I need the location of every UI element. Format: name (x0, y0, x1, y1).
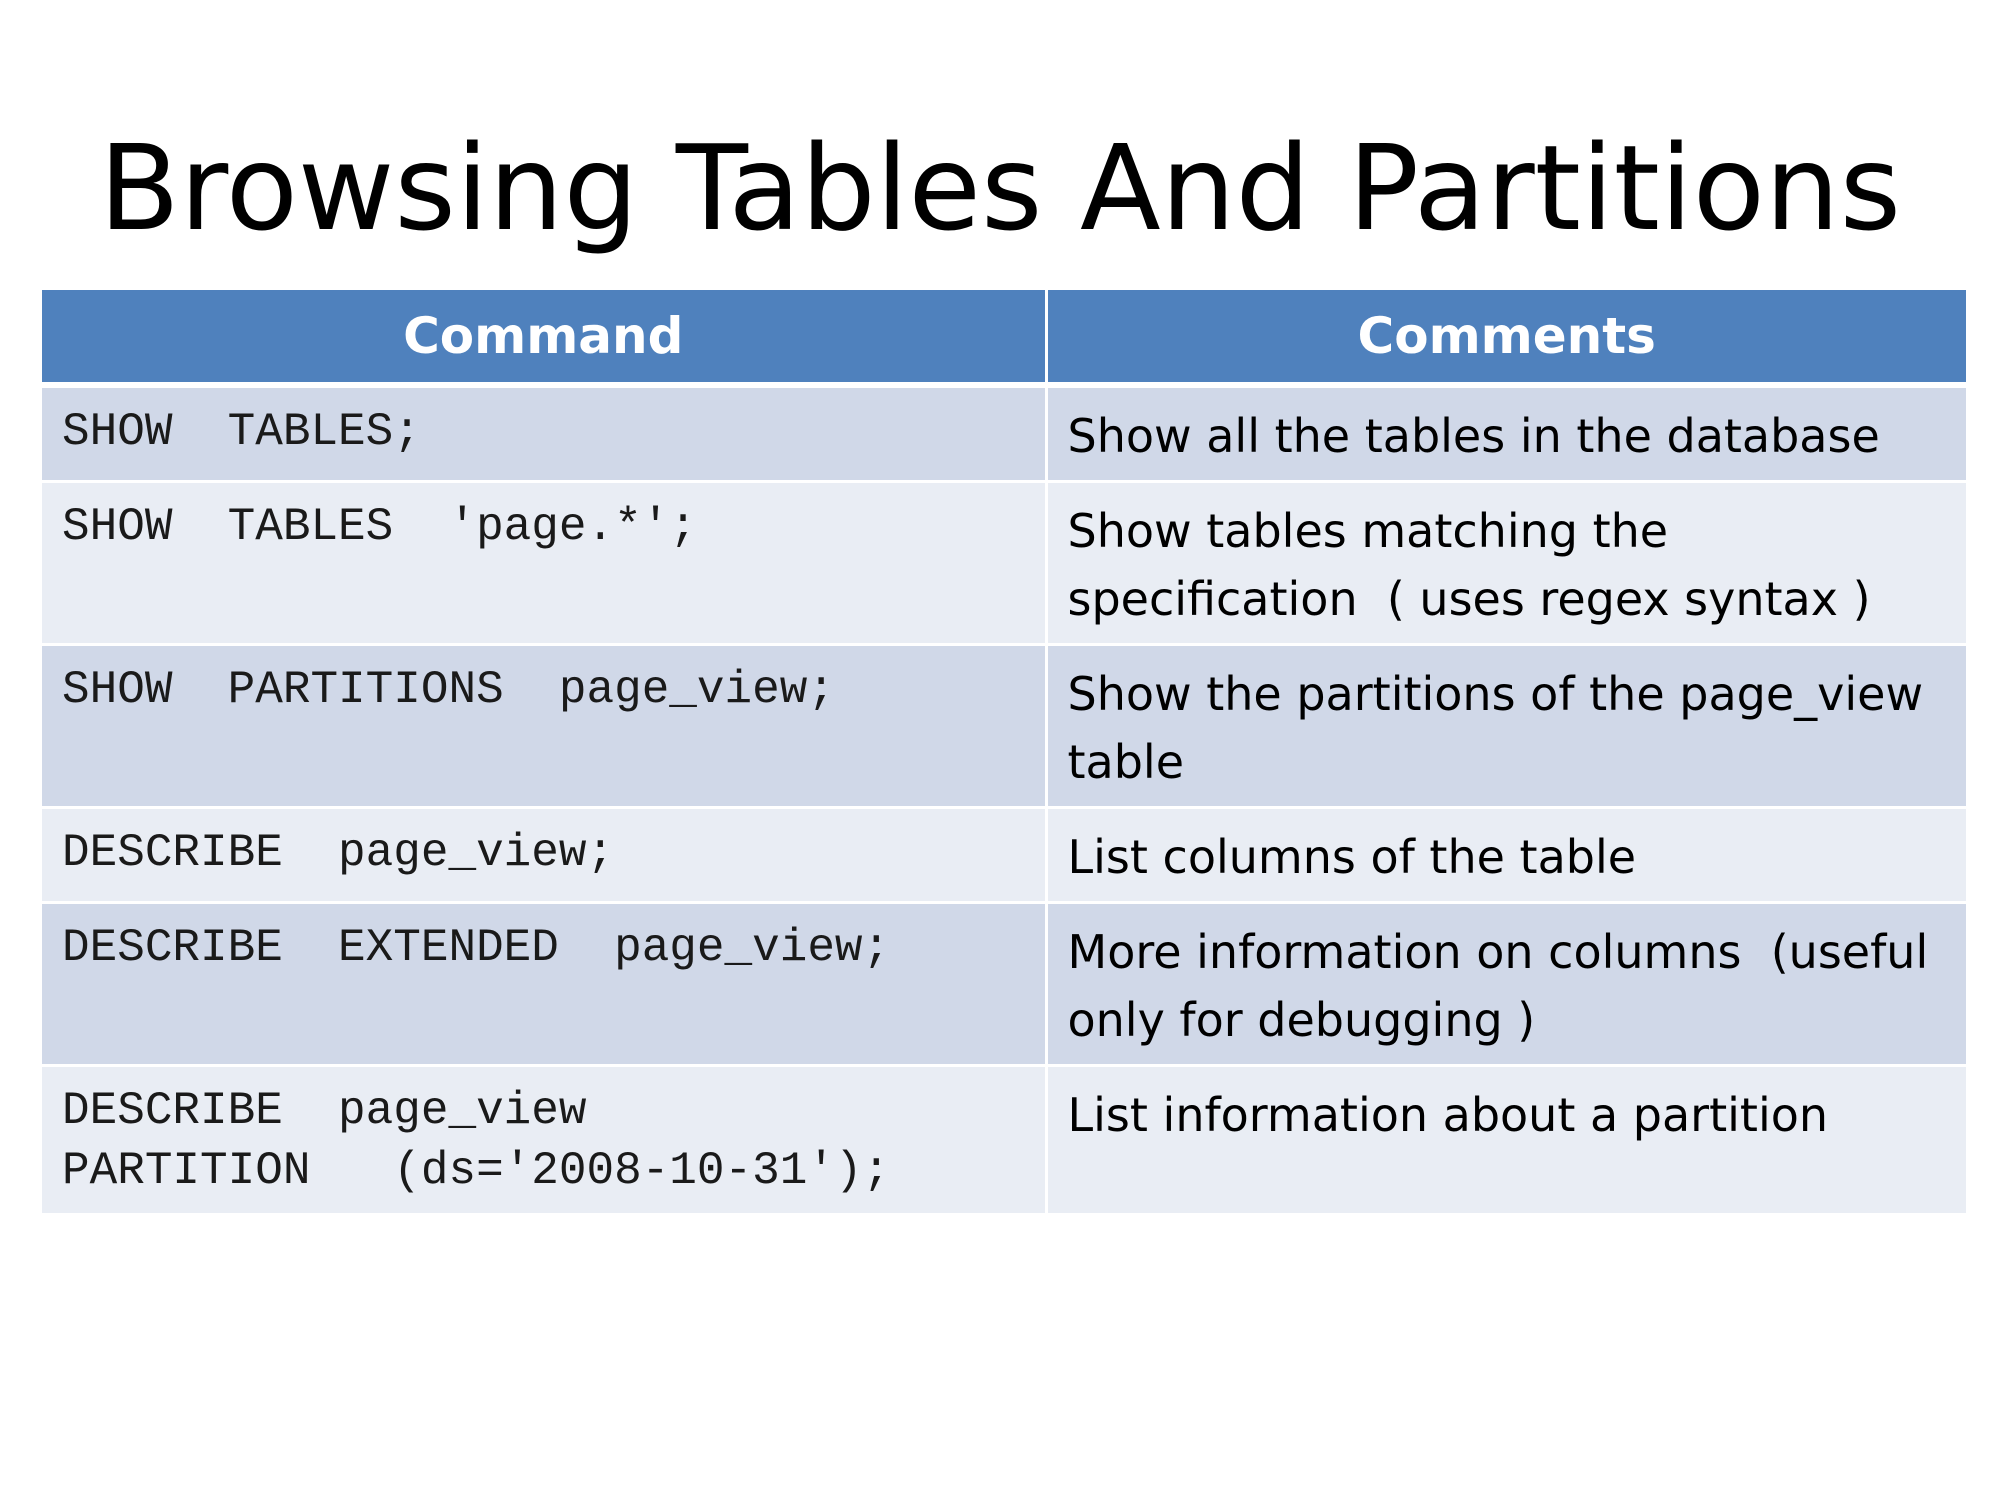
table-row (42, 645, 1966, 808)
comment-cell: List columns of the table (1046, 808, 1966, 903)
comment-cell: Show all the tables in the database (1046, 385, 1966, 482)
table-row (42, 1066, 1966, 1213)
table-row (42, 385, 1966, 482)
command-cell: DESCRIBE EXTENDED page_view; (42, 903, 1046, 1066)
command-cell: DESCRIBE page_view; (42, 808, 1046, 903)
comment-cell: List information about a partition (1046, 1066, 1966, 1213)
command-cell: SHOW TABLES 'page.*'; (42, 482, 1046, 645)
command-cell: SHOW TABLES; (42, 385, 1046, 482)
comment-cell: More information on columns (useful only for debugging ) (1046, 903, 1966, 1066)
commands-table (42, 290, 1966, 1213)
header-command: Command (42, 290, 1046, 385)
table-row (42, 482, 1966, 645)
table-row (42, 808, 1966, 903)
command-cell: DESCRIBE page_view PARTITION (ds='2008-10-31'); (42, 1066, 1046, 1213)
table-row (42, 903, 1966, 1066)
comment-cell: Show the partitions of the page_view table (1046, 645, 1966, 808)
header-comments: Comments (1046, 290, 1966, 385)
table-header-row (42, 290, 1966, 385)
command-cell: SHOW PARTITIONS page_view; (42, 645, 1046, 808)
slide-title: Browsing Tables And Partitions (98, 119, 1902, 257)
comment-cell: Show tables matching the specification ( uses regex syntax ) (1046, 482, 1966, 645)
